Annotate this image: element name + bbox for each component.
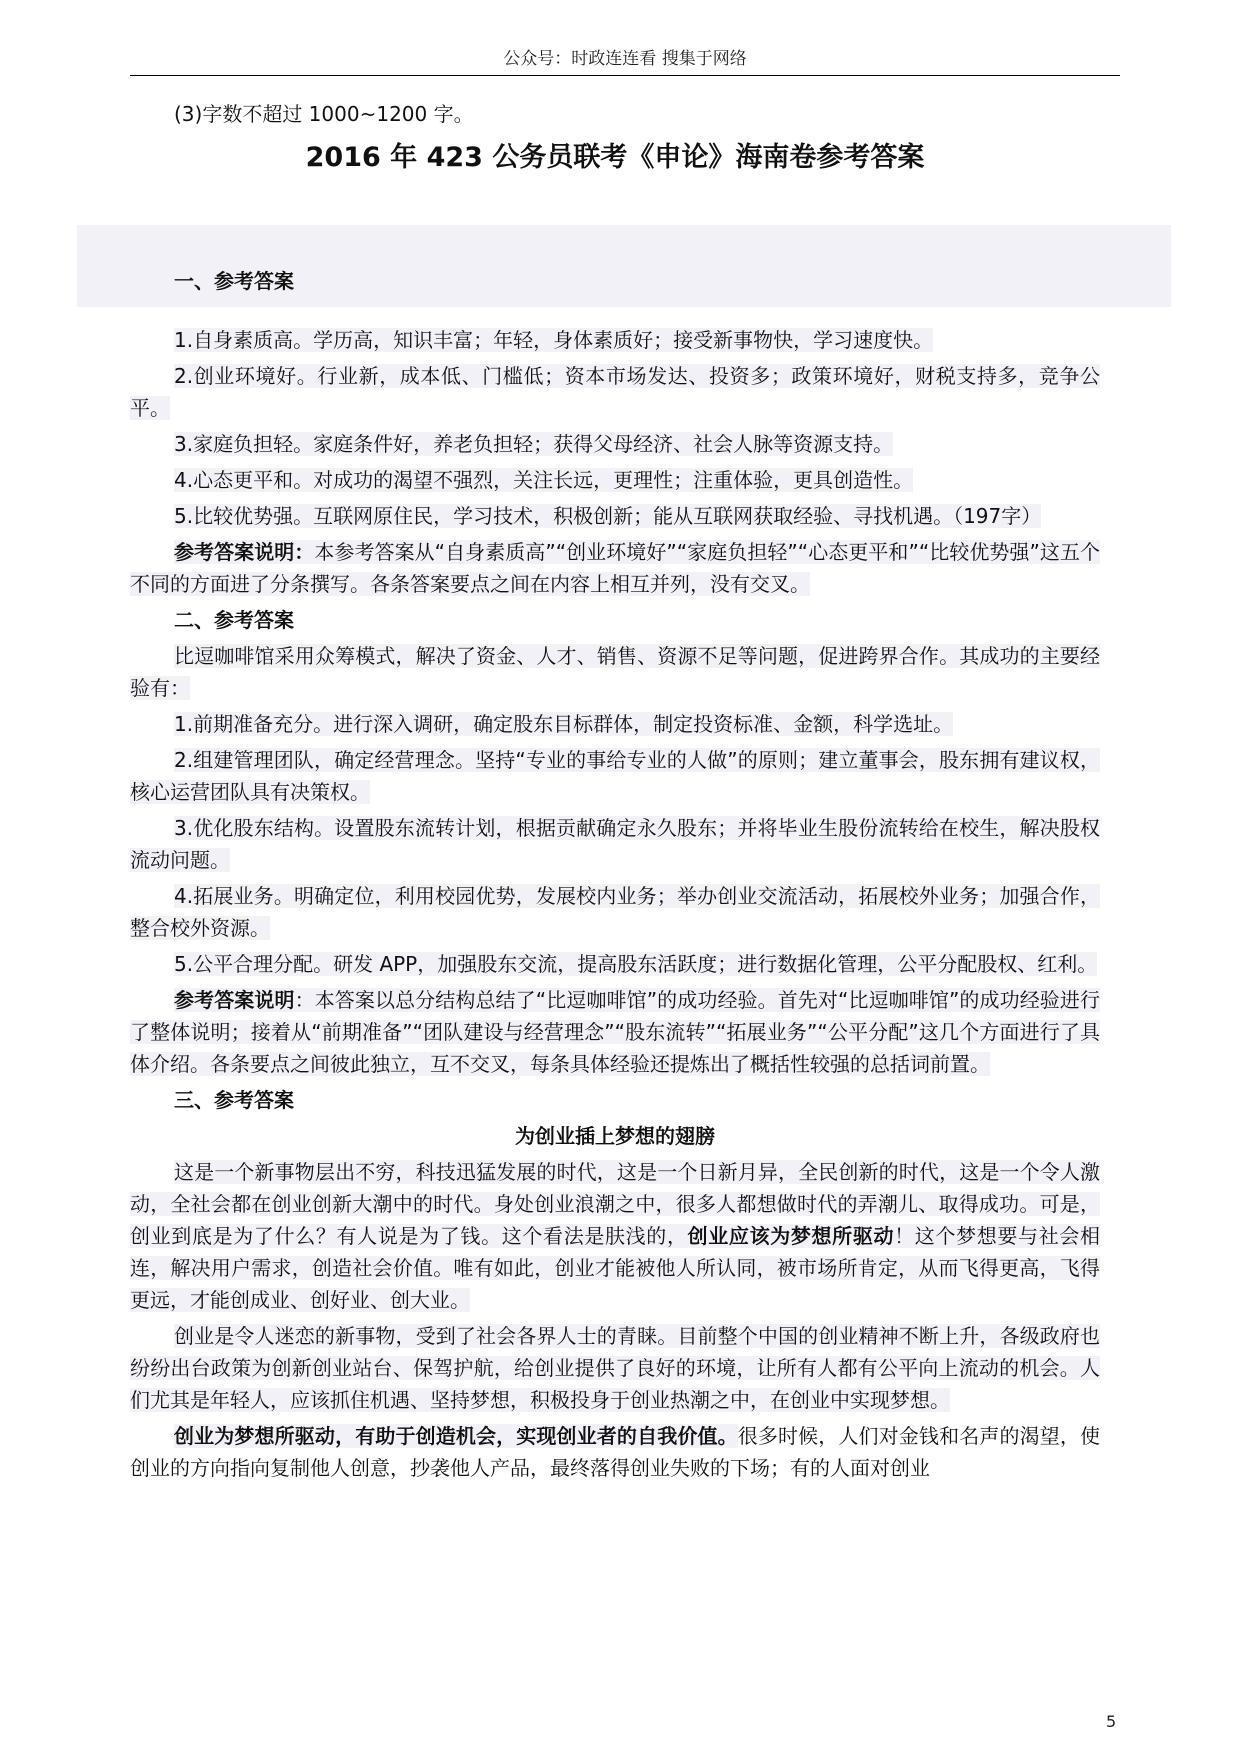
section1-heading: 一、参考答案 bbox=[174, 269, 294, 293]
section2-item-4: 4.拓展业务。明确定位，利用校园优势，发展校内业务；举办创业交流活动，拓展校外业务；加强合作，整合校外资源。 bbox=[130, 884, 1100, 940]
section1-note bbox=[130, 536, 1100, 600]
section2-note-label: 参考答案说明 bbox=[174, 988, 295, 1012]
section1-note-text: 本参考答案从“自身素质高”“创业环境好”“家庭负担轻”“心态更平和”“比较优势强”这五个不同的方面进了分条撰写。各条答案要点之间在内容上相互并列，没有交叉。 bbox=[130, 540, 1101, 596]
essay-para-1: 这是一个新事物层出不穷，科技迅猛发展的时代，这是一个日新月异，全民创新的时代，这是一个令人激动，全社会都在创业创新大潮中的时代。身处创业浪潮之中，很多人都想做时代的弄潮儿、取得成功。可是，创业到底是为了什么？有人说是为了钱。这个看法是肤浅的，创业应该为梦想所驱动！这个梦想要与社会相连，解决用户需求，创造社会价值。唯有如此，创业才能被他人所认同，被市场所肯定，从而飞得更高，飞得更远，才能创成业、创好业、创大业。 bbox=[130, 1160, 1101, 1312]
section1-item-2: 2.创业环境好。行业新，成本低、门槛低；资本市场发达、投资多；政策环境好，财税支持多，竞争公平。 bbox=[130, 364, 1100, 420]
section2-note bbox=[130, 984, 1100, 1080]
section1-note-label: 参考答案说明： bbox=[174, 540, 315, 564]
section1-item-1: 1.自身素质高。学历高，知识丰富；年轻，身体素质好；接受新事物快，学习速度快。 bbox=[174, 328, 934, 352]
page-number: 5 bbox=[1106, 1712, 1117, 1731]
essay-para-2: 创业是令人迷恋的新事物，受到了社会各界人士的青睐。目前整个中国的创业精神不断上升，各级政府也纷纷出台政策为创新创业站台、保驾护航，给创业提供了良好的环境，让所有人都有公平向上流动的机会。人们尤其是年轻人，应该抓住机遇、坚持梦想，积极投身于创业热潮之中，在创业中实现梦想。 bbox=[130, 1324, 1100, 1412]
essay-para-3-bold: 创业为梦想所驱动，有助于创造机会，实现创业者的自我价值。 bbox=[174, 1424, 738, 1448]
essay-title: 为创业插上梦想的翅膀 bbox=[515, 1124, 715, 1148]
essay-para-1-bold: 创业应该为梦想所驱动 bbox=[687, 1224, 895, 1248]
section2-item-3: 3.优化股东结构。设置股东流转计划，根据贡献确定永久股东；并将毕业生股份流转给在校生，解决股权流动问题。 bbox=[130, 816, 1100, 872]
section2-item-1: 1.前期准备充分。进行深入调研，确定股东目标群体，制定投资标准、金额，科学选址。 bbox=[174, 712, 954, 736]
document-body bbox=[130, 98, 1100, 1488]
intro-line: (3)字数不超过 1000~1200 字。 bbox=[174, 102, 474, 126]
section2-item-5: 5.公平合理分配。研发 APP，加强股东交流，提高股东活跃度；进行数据化管理，公平分配股权、红利。 bbox=[174, 952, 1098, 976]
section3-heading: 三、参考答案 bbox=[174, 1088, 294, 1112]
section2-item-2: 2.组建管理团队，确定经营理念。坚持“专业的事给专业的人做”的原则；建立董事会，股东拥有建议权，核心运营团队具有决策权。 bbox=[130, 748, 1100, 804]
page-header: 公众号：时政连连看 搜集于网络 bbox=[130, 44, 1120, 76]
section1-item-3: 3.家庭负担轻。家庭条件好，养老负担轻；获得父母经济、社会人脉等资源支持。 bbox=[174, 432, 894, 456]
section1-item-4: 4.心态更平和。对成功的渴望不强烈，关注长远，更理性；注重体验，更具创造性。 bbox=[174, 468, 914, 492]
section2-heading: 二、参考答案 bbox=[174, 608, 294, 632]
page-title: 2016 年 423 公务员联考《申论》海南卷参考答案 bbox=[305, 142, 925, 173]
section2-lead: 比逗咖啡馆采用众筹模式，解决了资金、人才、销售、资源不足等问题，促进跨界合作。其成功的主要经验有： bbox=[130, 644, 1100, 700]
section1-spacer bbox=[130, 178, 1100, 324]
section1-item-5: 5.比较优势强。互联网原住民，学习技术，积极创新；能从互联网获取经验、寻找机遇。（197字） bbox=[174, 504, 1042, 528]
section2-note-text: ：本答案以总分结构总结了“比逗咖啡馆”的成功经验。首先对“比逗咖啡馆”的成功经验进行了整体说明；接着从“前期准备”“团队建设与经营理念”“股东流转”“拓展业务”“公平分配”这几个方面进行了具体介绍。各条要点之间彼此独立，互不交叉，每条具体经验还提炼出了概括性较强的总括词前置。 bbox=[130, 988, 1101, 1076]
essay-para-3: 创业为梦想所驱动，有助于创造机会，实现创业者的自我价值。很多时候，人们对金钱和名声的渴望，使创业的方向指向复制他人创意，抄袭他人产品，最终落得创业失败的下场；有的人面对创业 bbox=[130, 1424, 1101, 1480]
